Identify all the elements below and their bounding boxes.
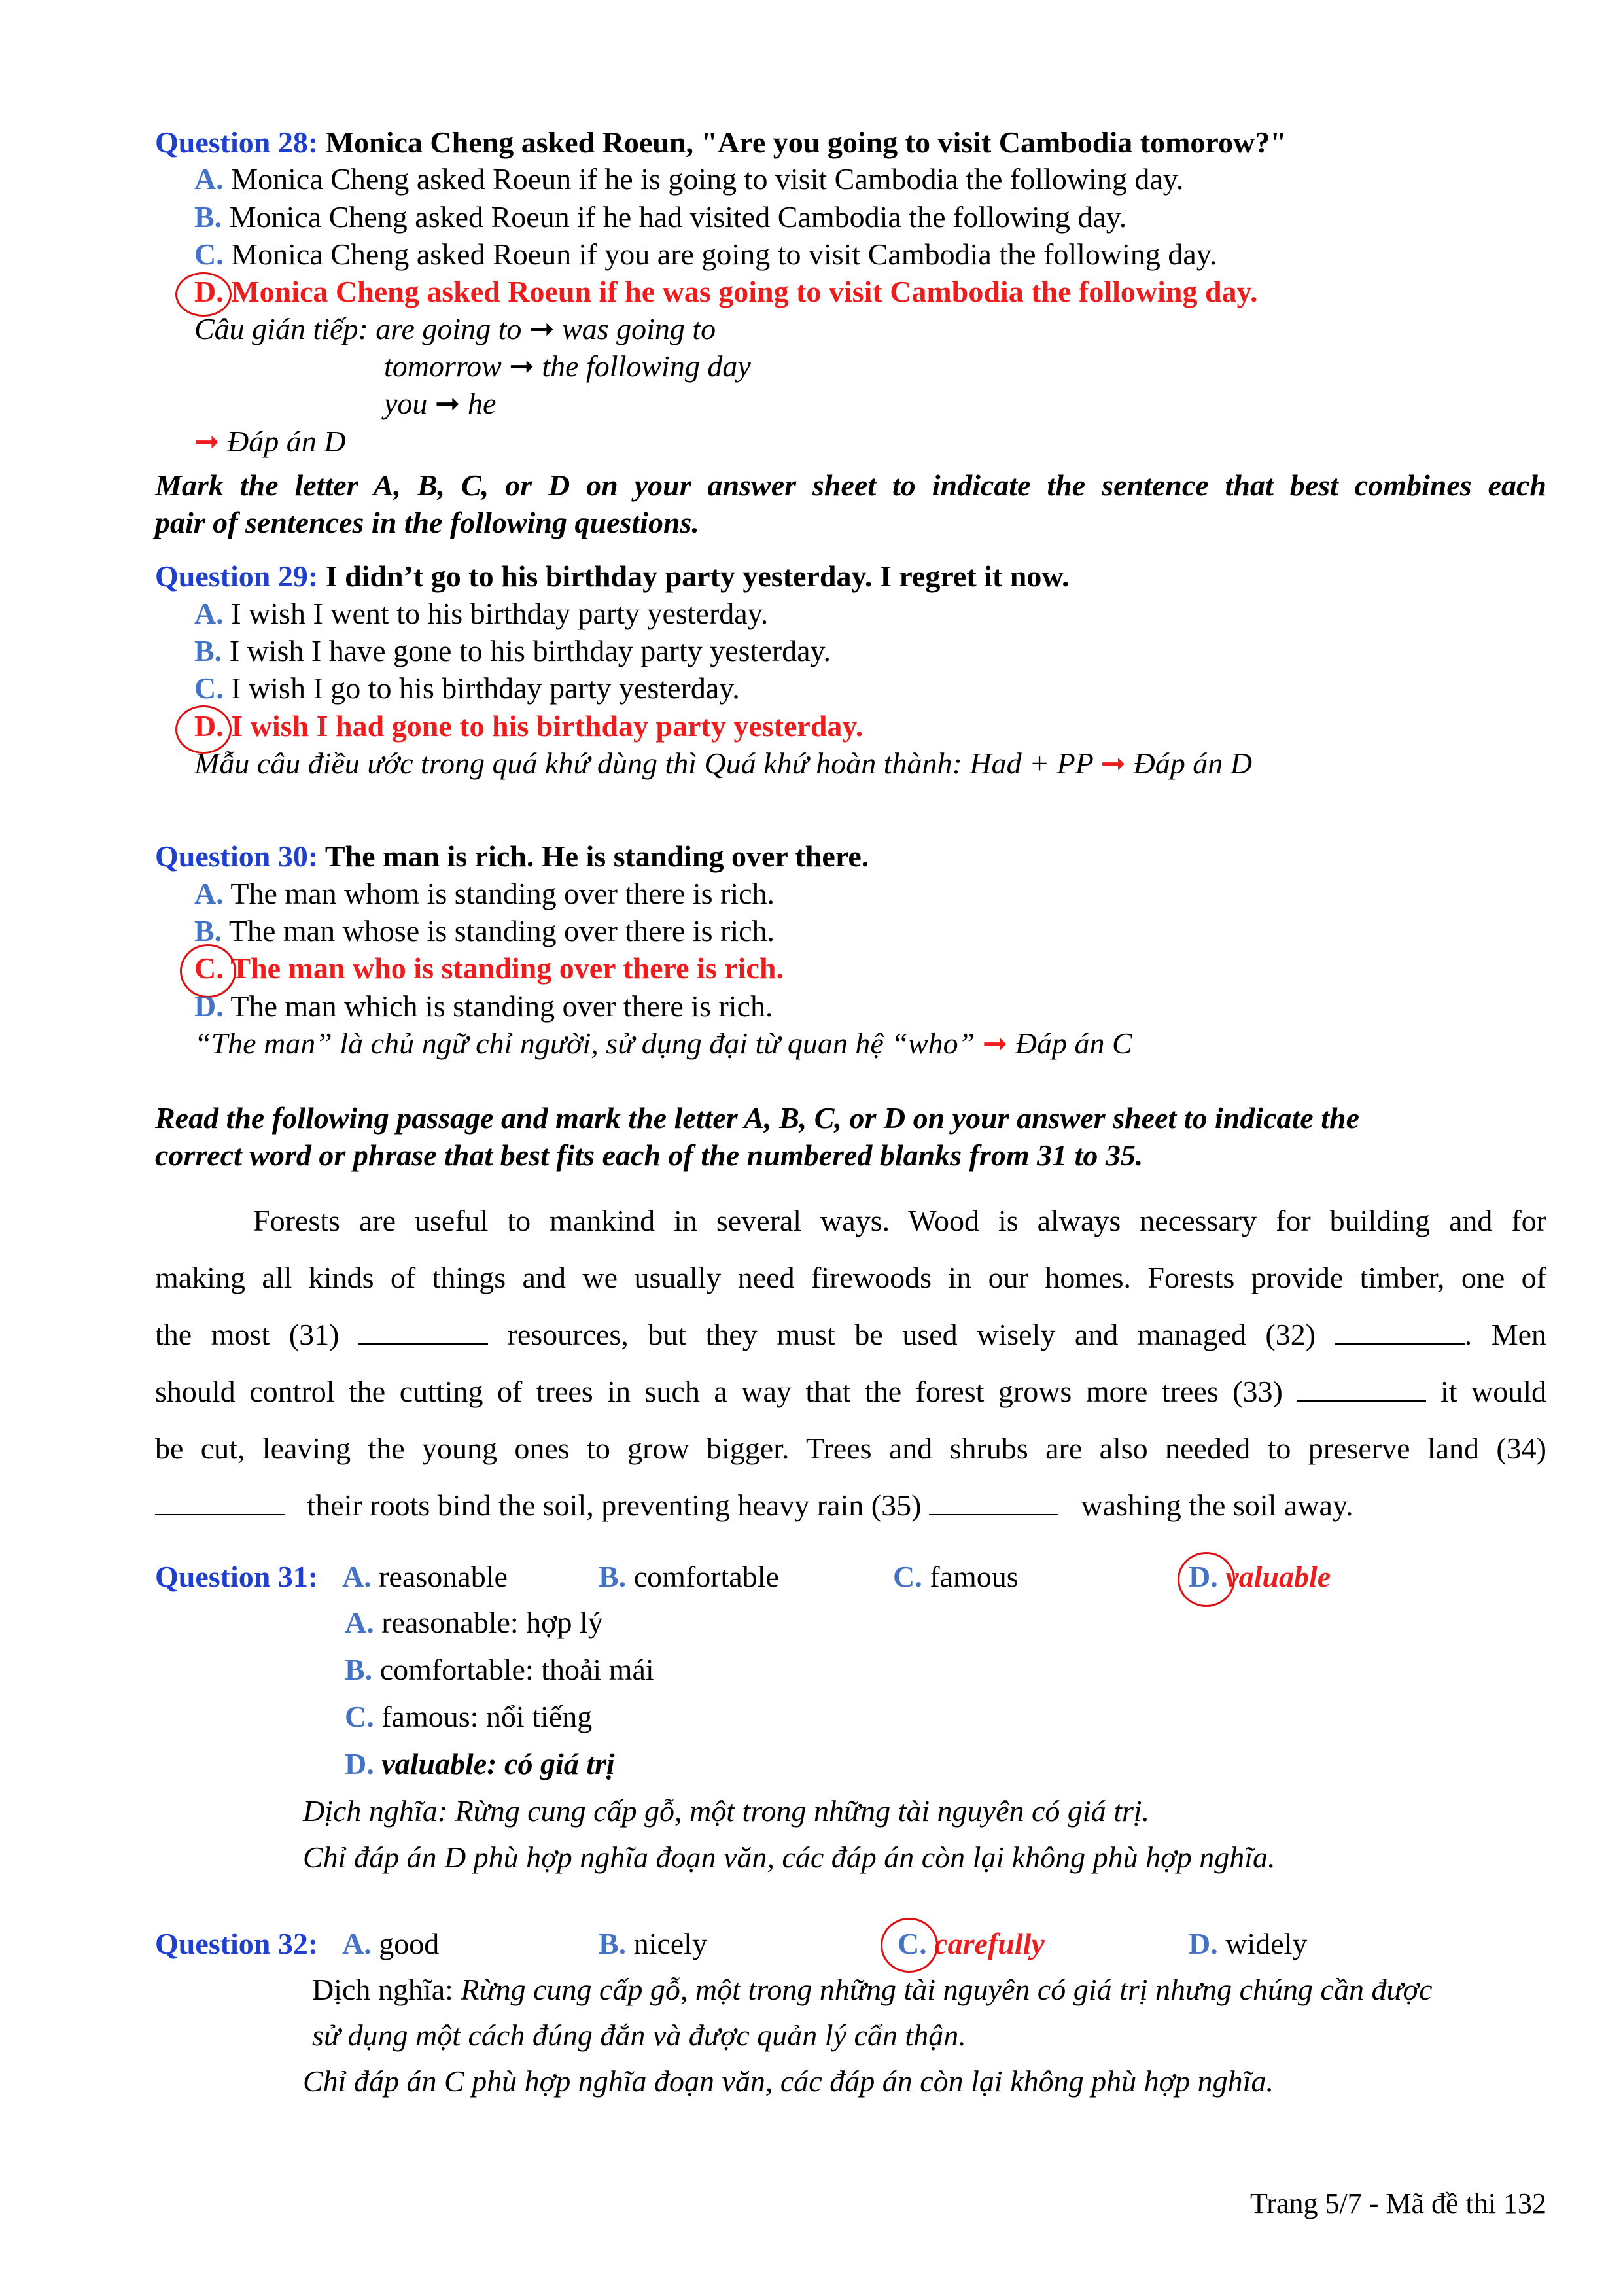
translation-line: Dịch nghĩa: Rừng cung cấp gỗ, một trong những tài nguyên có giá trị. [303,1794,1150,1828]
glossary-c [345,1699,592,1735]
question-29 [155,558,1070,595]
option-letter: A. [194,877,224,910]
blank-34 [155,1491,285,1515]
option-b [194,199,1126,236]
option-letter: B. [194,634,222,667]
option-text: Monica Cheng asked Roeun if you are going to visit Cambodia the following day. [231,238,1217,271]
explanation-text: he [467,387,497,420]
option-text: Monica Cheng asked Roeun if he was going to visit Cambodia the following day. [231,275,1258,308]
right-arrow-icon: ➞ [1100,747,1126,780]
option-letter: C. [194,238,224,271]
option-text: good [379,1927,440,1960]
red-circle-icon [175,272,232,317]
option-a [194,875,775,912]
option-d [194,988,773,1025]
question-28 [155,124,1287,161]
translation-line [312,1971,1433,2008]
option-letter: B. [599,1560,627,1593]
question-label: Question 32: [155,1927,319,1960]
question-text: The man is rich. He is standing over there. [324,839,869,873]
explanation-text: the following day [542,349,751,383]
question-label: Question 29: [155,559,319,593]
explanation-text: was going to [561,312,716,345]
answer-text: Đáp án D [1133,747,1252,780]
option-c [194,670,740,707]
right-arrow-icon: ➞ [982,1027,1008,1060]
option-d-answer [194,274,1258,310]
explanation-line [194,1025,1132,1062]
option-letter: D. [194,989,224,1023]
right-arrow-icon: ➞ [509,349,534,383]
translation-line: sử dụng một cách đúng đắn và được quản lý cẩn thận. [312,2019,966,2052]
option-letter: C. [345,1700,374,1733]
right-arrow-icon: ➞ [434,387,461,420]
passage-text: resources, but they must be used wisely and managed (32) [507,1318,1316,1351]
question-31 [155,1559,318,1595]
passage-text: . Men [1464,1318,1547,1351]
option-letter: A. [342,1927,372,1960]
passage-line [155,1316,1546,1373]
glossary-text: famous: nổi tiếng [381,1700,593,1733]
glossary-a [345,1604,603,1641]
question-label: Question 30: [155,839,319,873]
note-line: Chỉ đáp án D phù hợp nghĩa đoạn văn, các đáp án còn lại không phù hợp nghĩa. [303,1841,1276,1874]
explanation-text: tomorrow [384,349,502,383]
passage-text: should control the cutting of trees in such a way that the forest grows more trees (33) [155,1375,1283,1408]
option-letter: C. [893,1560,922,1593]
option-letter: D. [345,1747,374,1780]
translation-text: Rừng cung cấp gỗ, một trong những tài nguyên có giá trị nhưng chúng cần được [461,1973,1433,2006]
option-letter: D. [194,275,224,308]
option-text: Monica Cheng asked Roeun if he is going to visit Cambodia the following day. [231,162,1184,196]
explanation-text: Mẫu câu điều ước trong quá khứ dùng thì Quá khứ hoàn thành: Had + PP [194,747,1093,780]
passage-text: their roots bind the soil, preventing heavy rain (35) [307,1489,922,1522]
passage-text: the most (31) [155,1318,340,1351]
instruction-line: Mark the letter A, B, C, or D on your answer sheet to indicate the sentence that best combines each [155,468,1546,502]
option-letter: B. [345,1653,373,1686]
instruction-line: pair of sentences in the following questions. [155,506,699,539]
blank-32 [1335,1320,1465,1345]
option-letter: C. [194,951,224,985]
note-line: Chỉ đáp án C phù hợp nghĩa đoạn văn, các đáp án còn lại không phù hợp nghĩa. [303,2064,1274,2098]
option-letter: A. [342,1560,372,1593]
option-b [194,633,831,669]
option-text: The man which is standing over there is rich. [230,989,773,1023]
option-text: I wish I went to his birthday party yesterday. [231,597,769,630]
option-text: famous [930,1560,1019,1593]
option-text: I wish I had gone to his birthday party yesterday. [231,709,864,743]
answer-text: Đáp án D [227,425,346,458]
option-c-answer [194,950,784,987]
option-text: carefully [934,1927,1045,1960]
question-text: Monica Cheng asked Roeun, "Are you going to visit Cambodia tomorow?" [325,126,1287,159]
explanation-line [194,311,716,347]
option-text: The man who is standing over there is rich. [230,951,784,985]
option-c [194,236,1217,273]
option-text: nicely [633,1927,708,1960]
option-text: I wish I go to his birthday party yesterday. [231,671,740,705]
option-d [1189,1926,1307,1962]
glossary-text: valuable: có giá trị [381,1747,615,1780]
option-text: I wish I have gone to his birthday party yesterday. [229,634,831,667]
option-text: The man whose is standing over there is rich. [228,914,775,947]
option-letter: B. [194,200,222,234]
option-letter: A. [345,1606,374,1639]
option-letter: B. [194,914,222,947]
option-text: valuable [1225,1560,1331,1593]
option-letter: C. [898,1927,927,1960]
option-letter: D. [1189,1560,1218,1593]
option-a [194,161,1183,198]
instruction-line: correct word or phrase that best fits each of the numbered blanks from 31 to 35. [155,1139,1143,1172]
answer-line [194,423,346,460]
option-d-answer [194,708,863,745]
glossary-text: comfortable: thoải mái [379,1653,654,1686]
blank-31 [358,1320,488,1345]
option-text: Monica Cheng asked Roeun if he had visited Cambodia the following day. [229,200,1127,234]
explanation-line [384,385,496,422]
option-b [599,1926,707,1962]
option-letter: D. [194,709,224,743]
option-text: comfortable [633,1560,779,1593]
question-label: Question 28: [155,126,319,159]
option-text: The man whom is standing over there is rich. [230,877,775,910]
question-30 [155,838,869,875]
option-letter: A. [194,597,224,630]
option-text: widely [1225,1927,1308,1960]
explanation-text: you [384,387,428,420]
passage-line [155,1487,1546,1544]
option-letter: C. [194,671,224,705]
blank-33 [1297,1377,1426,1402]
option-letter: B. [599,1927,627,1960]
glossary-b [345,1651,654,1688]
option-letter: A. [194,162,224,196]
right-arrow-icon: ➞ [194,425,220,458]
page-footer: Trang 5/7 - Mã đề thi 132 [1249,2187,1546,2219]
glossary-text: reasonable: hợp lý [381,1606,603,1639]
question-text: I didn’t go to his birthday party yesterday. I regret it now. [325,559,1070,593]
explanation-line [384,348,751,385]
option-c [893,1559,1019,1595]
question-32 [155,1926,318,1962]
passage-line: Forests are useful to mankind in several ways. Wood is always necessary for building and for [253,1204,1546,1237]
blank-35 [929,1491,1058,1515]
passage-line [155,1373,1546,1430]
instruction-line: Read the following passage and mark the letter A, B, C, or D on your answer sheet to indicate the [155,1101,1359,1135]
red-circle-icon [881,1918,938,1973]
explanation-text: Câu gián tiếp: are going to [194,312,522,345]
right-arrow-icon: ➞ [529,312,555,345]
option-b [194,913,775,949]
red-circle-icon [1178,1552,1235,1607]
glossary-d [345,1746,615,1782]
answer-text: Đáp án C [1015,1027,1132,1060]
option-a [342,1559,508,1595]
option-b [599,1559,779,1595]
translation-label: Dịch nghĩa: [312,1973,453,2006]
option-text: reasonable [379,1560,508,1593]
question-label: Question 31: [155,1560,319,1593]
option-letter: D. [1189,1927,1218,1960]
passage-text: it would [1440,1375,1547,1408]
passage-line: making all kinds of things and we usually need firewoods in our homes. Forests provide timber, one of [155,1261,1546,1294]
explanation-text: “The man” là chủ ngữ chỉ người, sử dụng đại từ quan hệ “who” [194,1027,975,1060]
passage-line: be cut, leaving the young ones to grow bigger. Trees and shrubs are also needed to preserve land (34) [155,1432,1546,1465]
option-a [342,1926,439,1962]
reading-passage [155,1203,1546,1544]
passage-text: washing the soil away. [1081,1489,1353,1522]
option-a [194,595,768,632]
explanation-line [194,745,1252,782]
